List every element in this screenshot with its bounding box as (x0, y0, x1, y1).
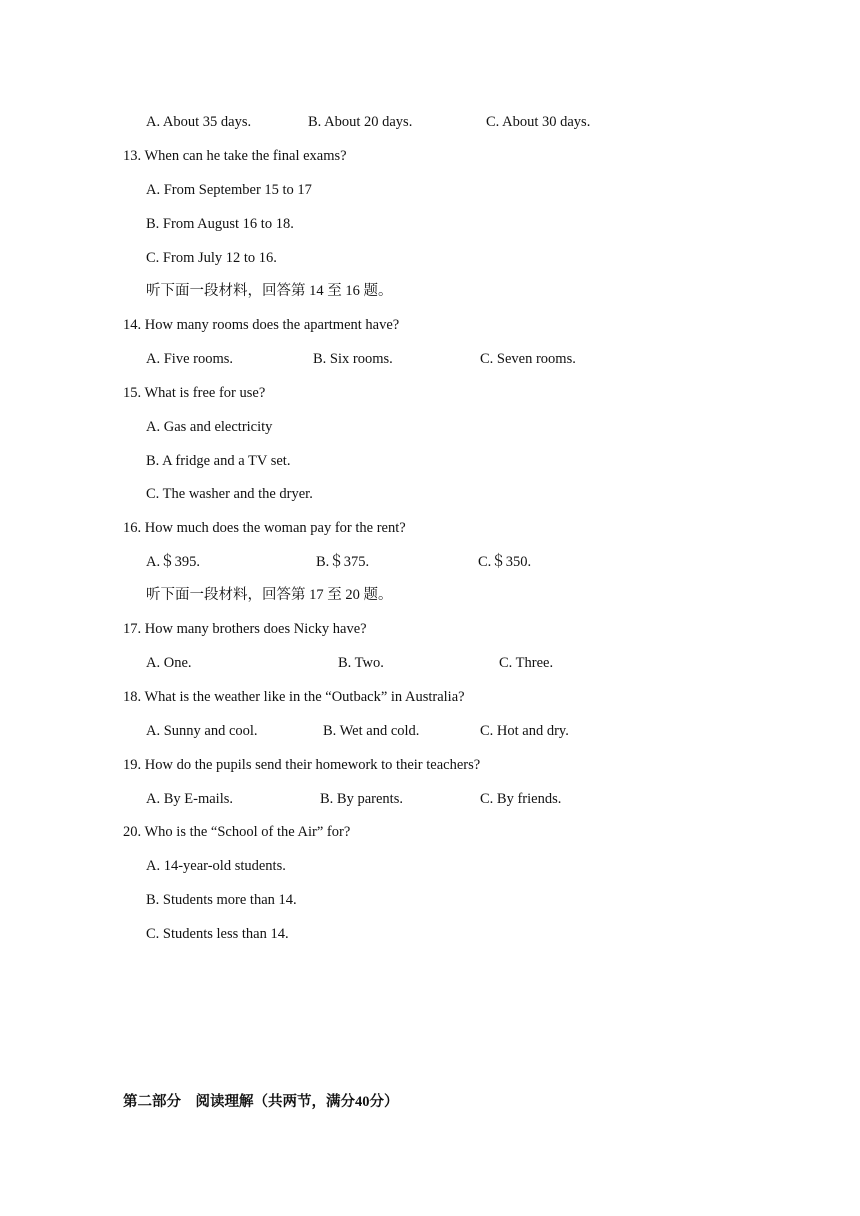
q16-option-c: C.＄350. (478, 554, 532, 570)
q12-option-c: C. About 30 days. (486, 114, 591, 130)
q19-option-c: C. By friends. (480, 791, 562, 807)
q20-option-b: B. Students more than 14. (146, 892, 297, 908)
q17-option-b: B. Two. (338, 655, 384, 671)
q13-question: 13. When can he take the final exams? (123, 148, 347, 164)
q20-question: 20. Who is the “School of the Air” for? (123, 824, 351, 840)
q16-option-a: A.＄395. (146, 554, 200, 570)
q15-option-c: C. The washer and the dryer. (146, 486, 313, 502)
q20-option-a: A. 14-year-old students. (146, 858, 286, 874)
q14-option-c: C. Seven rooms. (480, 351, 576, 367)
q12-option-b: B. About 20 days. (308, 114, 413, 130)
q13-option-a: A. From September 15 to 17 (146, 182, 312, 198)
section-heading: 第二部分 阅读理解（共两节，满分40分） (123, 1094, 399, 1110)
q15-question: 15. What is free for use? (123, 385, 266, 401)
q18-option-a: A. Sunny and cool. (146, 723, 258, 739)
q13-option-b: B. From August 16 to 18. (146, 216, 294, 232)
q17-option-a: A. One. (146, 655, 192, 671)
q15-option-b: B. A fridge and a TV set. (146, 453, 291, 469)
q13-option-c: C. From July 12 to 16. (146, 250, 277, 266)
q19-option-b: B. By parents. (320, 791, 403, 807)
q20-option-c: C. Students less than 14. (146, 926, 289, 942)
q17-option-c: C. Three. (499, 655, 554, 671)
q14-question: 14. How many rooms does the apartment have? (123, 317, 400, 333)
q14-option-a: A. Five rooms. (146, 351, 233, 367)
section-intro-14-16: 听下面一段材料，回答第 14 至 16 题。 (146, 283, 393, 299)
q12-option-a: A. About 35 days. (146, 114, 252, 130)
q19-question: 19. How do the pupils send their homework to their teachers? (123, 757, 481, 773)
q16-question: 16. How much does the woman pay for the rent? (123, 520, 406, 536)
q14-option-b: B. Six rooms. (313, 351, 393, 367)
q18-option-c: C. Hot and dry. (480, 723, 569, 739)
q15-option-a: A. Gas and electricity (146, 419, 273, 435)
q17-question: 17. How many brothers does Nicky have? (123, 621, 367, 637)
q16-option-b: B.＄375. (316, 554, 370, 570)
q19-option-a: A. By E-mails. (146, 791, 233, 807)
q18-question: 18. What is the weather like in the “Outback” in Australia? (123, 689, 465, 705)
section-intro-17-20: 听下面一段材料，回答第 17 至 20 题。 (146, 587, 393, 603)
q18-option-b: B. Wet and cold. (323, 723, 420, 739)
